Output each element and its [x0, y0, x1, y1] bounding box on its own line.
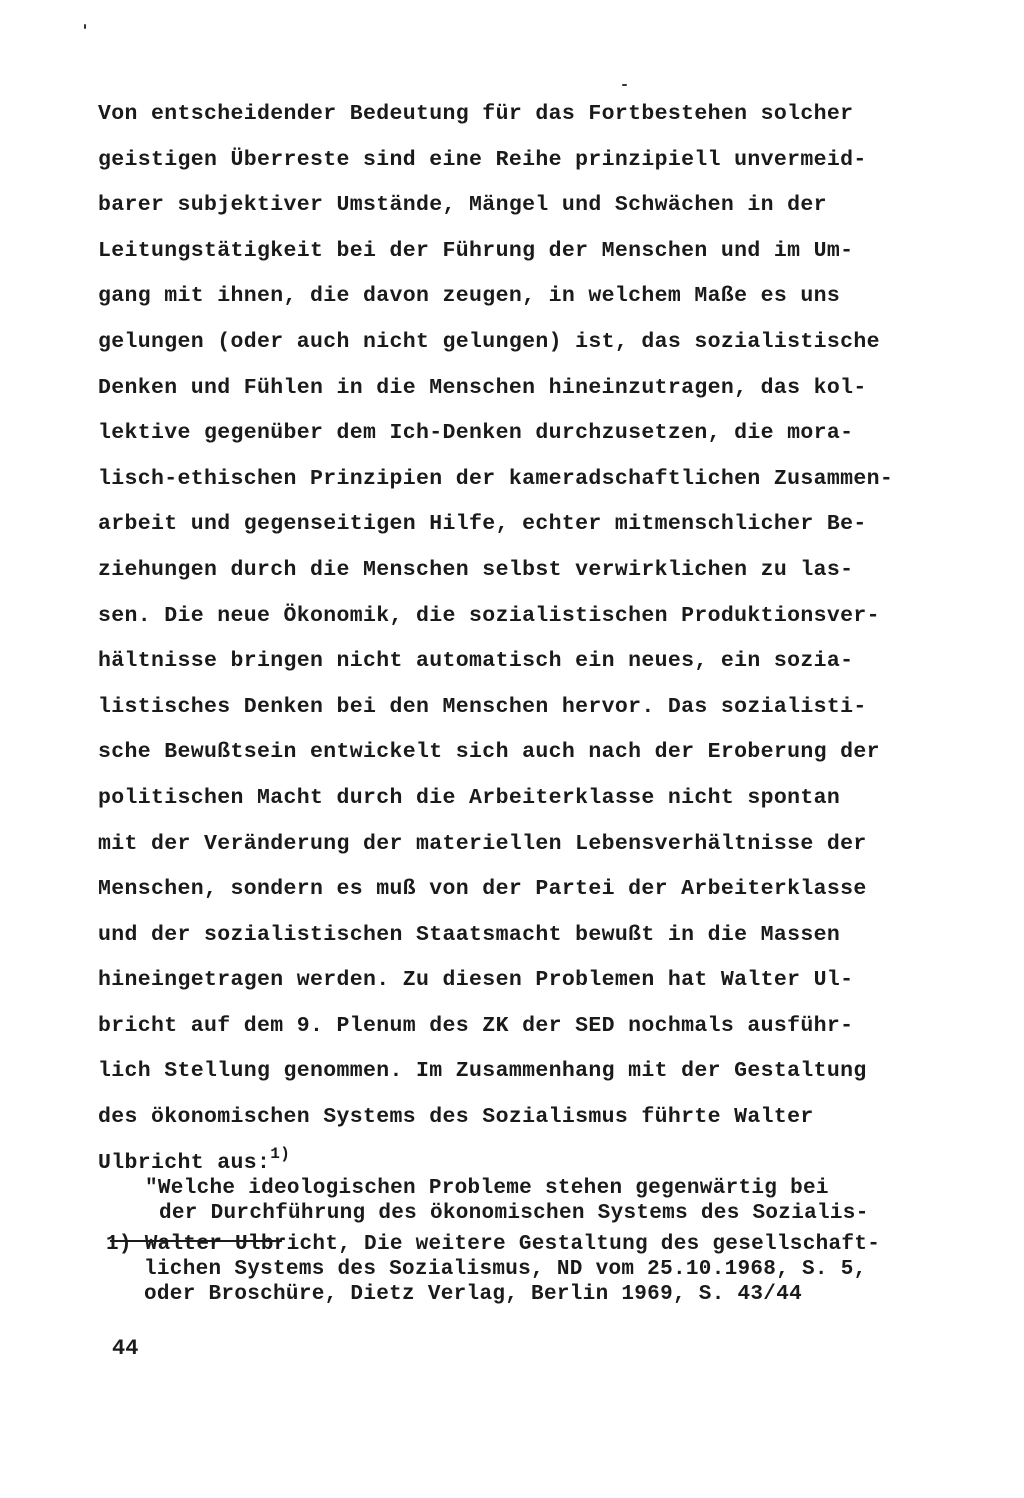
text-line: hineingetragen werden. Zu diesen Problemen hat Walter Ul-	[98, 968, 854, 993]
text-line: Leitungstätigkeit bei der Führung der Menschen und im Um-	[98, 238, 854, 263]
text-line: des ökonomischen Systems des Sozialismus führte Walter	[98, 1105, 814, 1130]
text-line: Denken und Fühlen in die Menschen hineinzutragen, das kol-	[98, 375, 867, 400]
scan-speck	[622, 84, 627, 86]
text-line: arbeit und gegenseitigen Hilfe, echter mitmenschlicher Be-	[98, 512, 867, 537]
text-line: Menschen, sondern es muß von der Partei der Arbeiterklasse	[98, 877, 867, 902]
text-line: geistigen Überreste sind eine Reihe prinzipiell unvermeid-	[98, 147, 867, 172]
scan-speck	[84, 24, 86, 29]
footnote-line: oder Broschüre, Dietz Verlag, Berlin 1969, S. 43/44	[144, 1283, 803, 1306]
text-line: Von entscheidender Bedeutung für das Fortbestehen solcher	[98, 102, 854, 126]
footnote-line: 1) Walter Ulbricht, Die weitere Gestaltung des gesellschaft-	[106, 1233, 881, 1256]
text-line: barer subjektiver Umstände, Mängel und Schwächen in der	[98, 193, 827, 218]
text-line: mit der Veränderung der materiellen Lebensverhältnisse der	[98, 831, 867, 856]
quote-line: "Welche ideologischen Probleme stehen gegenwärtig bei	[145, 1177, 829, 1200]
text-line: listisches Denken bei den Menschen hervor. Das sozialisti-	[98, 694, 867, 719]
text-line: und der sozialistischen Staatsmacht bewußt in die Massen	[98, 922, 841, 947]
text-line: politischen Macht durch die Arbeiterklasse nicht spontan	[98, 785, 841, 810]
text-line: lektive gegenüber dem Ich-Denken durchzusetzen, die mora-	[98, 421, 854, 446]
text-line-content: Ulbricht aus:	[98, 1150, 271, 1175]
footnote-reference: 1)	[270, 1144, 291, 1163]
text-line: sche Bewußtsein entwickelt sich auch nach der Eroberung der	[98, 740, 880, 765]
page-number: 44	[112, 1336, 139, 1361]
text-line: gang mit ihnen, die davon zeugen, in welchem Maße es uns	[98, 284, 841, 309]
text-line: lisch-ethischen Prinzipien der kameradschaftlichen Zusammen-	[98, 466, 894, 491]
text-line: lich Stellung genommen. Im Zusammenhang mit der Gestaltung	[98, 1059, 867, 1084]
footnote-line: lichen Systems des Sozialismus, ND vom 25.10.1968, S. 5,	[144, 1258, 867, 1281]
body-paragraph	[98, 92, 928, 1186]
text-line: sen. Die neue Ökonomik, die sozialistischen Produktionsver-	[98, 603, 880, 628]
text-line: hältnisse bringen nicht automatisch ein neues, ein sozia-	[98, 649, 854, 674]
text-line: bricht auf dem 9. Plenum des ZK der SED nochmals ausführ-	[98, 1013, 854, 1038]
block-quote	[145, 1176, 935, 1226]
footnote	[106, 1232, 936, 1307]
text-line: ziehungen durch die Menschen selbst verwirklichen zu las-	[98, 557, 854, 582]
quote-line: der Durchführung des ökonomischen Systems des Sozialis-	[159, 1202, 869, 1225]
text-line: gelungen (oder auch nicht gelungen) ist, das sozialistische	[98, 329, 880, 354]
